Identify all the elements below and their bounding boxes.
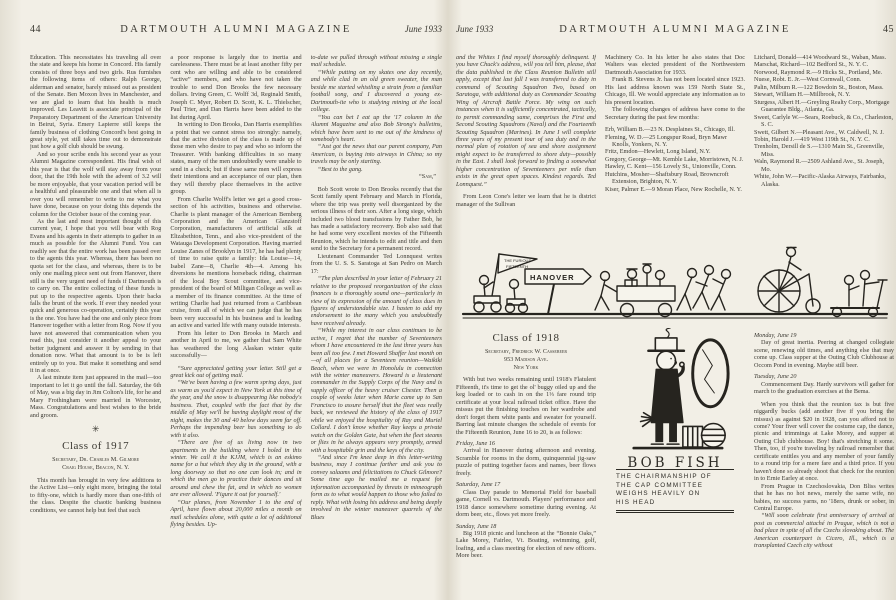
issue-date: June 1933 (404, 24, 442, 34)
paragraph: Sturgess, Albert H.—Greyling Realty Corp., Mortgage Guarantee Bldg., Atlanta, Ga. (754, 98, 890, 114)
paragraph: Machinery Co. In his letter he also states that Doc Walters was elected president of the Northwestern Dartmouth Association for 1933. (605, 54, 745, 76)
paragraph: “And since I'm knee deep in this letter-writing business, may I continue farther and ask you to convey salaams and felicitations to Chuck Gilmore? Some time ago he mailed me a request for information accompanied by threats in mimeograph form as to what would happen to those who failed to reply. What with losing his address and being deeply involved in the winter maneuver quarrels of the Blues (310, 454, 442, 521)
paragraph: A last minute item just appeared in the mail—too important to let it go until the fall. Saturday, the 6th of May, was a big day in Jim Colton's life, for he and Mary Frothingham were married in Worcester, Mass. Congratulations and best wishes to the bride and groom. (30, 374, 162, 419)
paragraph: Bob Scott wrote to Don Brooks recently that the Scott family spent February and March in Florida, where the trip was pretty well disorganized by the serious illness of their son. After a long siege, which included two blood transfusions by Father Bob, he has made a satisfactory recovery. Bob also said that he had some very excellent movies of the Fifteenth Reunion, which he intends to edit and title and then send to the Secretary for a permanent record. (310, 185, 442, 253)
page-44 (30, 24, 442, 592)
paragraph: THE CAP COMMITTEE (616, 481, 704, 489)
bob-fish-name: BOB FISH (616, 460, 734, 470)
paragraph: Sweet, Carlyle W.—Sears, Roebuck, & Co., Charleston, S. C. (754, 113, 894, 129)
paragraph: Stewart, William H.—Millbrook, N. Y. (754, 91, 851, 99)
page-header-left (30, 24, 442, 42)
reunion-parade-cartoon (456, 240, 894, 328)
hanover-sign-label: HANOVER (530, 273, 575, 282)
paragraph: Palin, Milburn R.—122 Bowdoin St., Boston, Mass. (754, 83, 884, 91)
paragraph: And so your scribe ends his second year as your Alumni Magazine correspondent. His final wish of this year is that the wolf will stay away from your door, that the 19th hole with the advent of 3.2 will be more enjoyable, that your vacation period will be a healthful and pleasurable one and that when all is over you will remember to write to me what you have done, because on your doing this depends the column for the October issue of the coming year. (30, 150, 162, 218)
paragraph: Monday, June 19 (754, 332, 797, 339)
paragraph: Litchard, Donald—414 Woodward St., Waban, Mass. (754, 54, 887, 61)
paragraph: Secretary, Dr. Charles M. Gilmore (52, 456, 140, 464)
page-number: 45 (883, 24, 894, 35)
paragraph: “Sure appreciated getting your letter. Still get a great kick out of getting mail. (170, 364, 302, 380)
paragraph: Waln, Raymond R.—2509 Ashland Ave., St. Joseph, Mo. (754, 158, 885, 173)
paragraph: “The plan described in your letter of February 21 relative to the proposed reorganization of the class finances is a thoroughly sound one—particularly in view of its expression of the amount of class dues in figures of understandable size. I hasten to add my endorsement to the many which you undoubtedly have received already. (310, 275, 442, 327)
paragraph: Tuesday, June 20 (754, 373, 797, 381)
bob-fish-drawing (616, 328, 734, 458)
bob-fish-caption-lines (616, 470, 734, 513)
paragraph: Day of great inertia. Peering at changed collegiate scene, renewing old times, and anything else that may come up. Class supper at the Outing Club Clubhouse at Occom Pond in evening. Maybe still beer. (754, 339, 894, 369)
paragraph: “Best to the gang. (317, 165, 363, 173)
paragraph: Nuese, Robt. E. Jr.—West Cornwall, Conn. (754, 76, 862, 84)
text-column-2 (170, 54, 301, 592)
paragraph: HIS HEAD (616, 498, 656, 506)
paragraph: Swett, Gilbert N.—Pleasant Ave., W. Caldwell, N. J. (754, 128, 884, 136)
paragraph: Arrival in Hanover during afternoon and evening. Scramble for rooms in the dorm, quinquennial jig-saw puzzle of putting together faces and names, beer flows freely. (456, 447, 596, 477)
paragraph: and the Whites I find myself thoroughly delinquent. If you have Chuck's address, will you tell him, please, that the data published in the Class Reunion Bulletin still apply, except that last fall I was transferred to duty in command of Scouting Squadron Two, based on Saratoga, with additional duty as Commander Scouting Wing of Aircraft Battle Force. My wing on such instances when it is sufficiently concentrated, tactically, to permit commanding same, comprises the First and Second Scouting Squadrons (Naval) and the Fourteenth Scouting Squadron (Marines). In June I will complete three years of my present tour of sea duty and in the normal plan of rotation of sea and shore assignment might expect to be transferred to shore duty—possibly in the East. I shall look forward to finding a somewhat higher concentration of Seventeeners per mile than exists in the great open spaces. Kindest regards. Ted Lonnquest.” (456, 54, 596, 188)
page-number: 44 (30, 24, 41, 35)
text-column-3 (754, 328, 894, 586)
paragraph: Lieutenant Commander Ted Lonnquest writes from the U. S. S. Saratoga at San Pedro on March 17: (310, 252, 442, 275)
paragraph: “Will soon celebrate first anniversary of arrival at post as commercial attaché in Prague, which is not a bad place in spite of all the Czechs slovaking about. The American counterpart is Cicero, Ill., which is a transplanted Czech city without (754, 512, 894, 550)
paragraph: 953 Madison Ave. (504, 355, 548, 363)
paragraph: “While putting on my skates one day recently, and while clad in an old green sweater, the man beside me started whistling a strain from a familiar football song, and I discovered a young ex-Dartmouth-ite who is studying mining at the local college. (310, 68, 442, 114)
paragraph: New York (513, 363, 539, 371)
paragraph: Secretary, Fredrick W. Cassebeer (484, 348, 568, 355)
paragraph: Hawley, C. Kent—156 Lovely St., Unionville, Conn. (605, 163, 737, 171)
paragraph: ✳ (91, 425, 100, 436)
text-column-3 (754, 54, 894, 240)
page-45 (456, 24, 894, 592)
paragraph: In writing to Don Brooks, Dan Harris exemplifies a point that we cannot stress too strongly: namely, that the active division of the class is made up of those men who desire to pay and who so inform the Treasurer. With banking difficulties in so many states, many of the men undoubtedly were unable to send in a check; but if these same men will express their intentions and an acceptance of our plan, then they will thereby place themselves in the active group. (170, 121, 302, 196)
paragraph: Gregory, George—Mt. Kemble Lake, Morristown, N. J. (605, 155, 744, 163)
paragraph: THE CHAIRMANSHIP OF (616, 473, 712, 481)
text-column-3 (311, 54, 442, 592)
paragraph: When you think that the reunion tax is but five niggardly bucks (add another five if you bring the missus) as against $20 in 1928, can you afford not to come? Your fiver will cover the costume cap, the dance, picnic and trimmings at Lake Morey, and supper at Outing Club clubhouse. Boy! that's stretching it some. Then, too, if you're traveling by railroad remember that certificate entitles you and any member of your family to a round trip for a mere fare and a third price. If you haven't done so already shoot that check for the reunion in to Ernie Earley at once. (754, 400, 894, 483)
paragraph: to-date we pulled through without missing a single mail schedule. (310, 54, 442, 69)
paragraph: a poor response is largely due to inertia and carelessness. There must be at least another fifty per cent who are willing and able to be considered “active” members, and who have not taken the trouble to send Don Brooks the few necessary dollars. Irving Green, C. Wolff 3d, Reginald Smith, Joseph C. Myer, Robert D. Scott, K. L. Thielscher, Paul Trier, and Dan Harris have been added to the list during April. (170, 54, 302, 121)
text-column-1 (456, 54, 596, 240)
text-column-1 (456, 328, 596, 586)
section-heading: Class of 1917 (62, 440, 130, 453)
paragraph: Fleming, W. D.—25 Longspur Road, Bryn Mawr Knolls, Yonkers, N. Y. (605, 133, 728, 148)
paragraph: Commencement Day. Hardy survivors will gather for march to the graduation exercises at the Bema. (754, 380, 894, 396)
magazine-title: DARTMOUTH ALUMNI MAGAZINE (559, 24, 791, 35)
paragraph: Big 1918 picnic and luncheon at the “Bonnie Oaks,” Lake Morey, Fairlee, Vt. Boating, swimming, golf, loafing, and a class meeting for election of new officers. More beer. (456, 530, 596, 560)
paragraph: “You can bet I eat up the '17 column in the Alumni Magazine and also Bob Strong's bulletins, which have been sent to me out of the kindness of somebody's heart. (310, 113, 442, 143)
paragraph: “While my interest in our class continues to be active, I regret that the number of Seventeeners whom I have encountered in the last three years has been all too few. I met Howard Shaffer last month on—of all places for a Seventeen reunion—Waikiki Beach, when we were in Honolulu in connection with the winter maneuvers. Howard is a lieutenant commander in the Supply Corps of the Navy and is supply officer of the heavy cruiser Chester. Then a couple of weeks later when Marie came up to San Francisco to assure herself that the fleet was really back, we reviewed the history of the class of 1917 while we enjoyed the hospitality of Ray and Muriel Collard. I don't know whether Ray keeps a private watch on the Golden Gate, but when the fleet steams or flies in he always appears very promptly, armed with a hospitable grin and the keys of the city. (310, 327, 442, 454)
paragraph: Frank B. Stevens Jr. has not been located since 1923. His last address known was 159 North State St., Chicago, Ill. We would appreciate any information as to his present location. (605, 76, 745, 106)
issue-date: June 1933 (456, 24, 494, 34)
bob-fish-caption (616, 455, 734, 513)
flag-pole-icon (492, 254, 499, 296)
paragraph: Kiser, Palmer E.—9 Moran Place, New Rochelle, N. Y. (605, 185, 742, 193)
paragraph: Norwood, Raymond R.—9 Hicks St., Portland, Me. (754, 68, 883, 76)
paragraph: White, John W.—Pacific-Alaska Airways, Fairbanks, Alaska. (754, 173, 886, 188)
paragraph: Fritz, Emdon—Hewlett, Long Island, N.Y. (605, 148, 711, 156)
paragraph: Craig House, Beacon, N. Y. (62, 464, 130, 471)
paragraph: Education. This necessitates his traveling all over the state and keeps his home in Concord. His family consists of three boys and two girls. Rus furnishes the following items of others: Ralph George, alderman and senator, barely missed out as president of the Senate. Ben Moxon lives in Manchester, and we are glad to learn that his health is much improved. Les Leavitt is associate principal of the Preparatory Department of the American University in Beirut, Syria. Emery Lapierre still keeps the family business of clothing Concord's best going in great style, yet still takes time out to demonstrate just how a golf club should be swung. (30, 54, 162, 151)
paragraph: From Prague in Czechoslovakia, Don Bliss writes that he has no hot news, merely the same wife, no babies, no success yarns, no '18ers, drunk or sober, in Central Europe. (754, 482, 894, 512)
paragraph: “Just got the news that our parent company, Pan American, is buying into airways in China; so my travels may be only starting. (310, 143, 442, 166)
text-column-2 (605, 54, 745, 240)
svg-text:FIFTEENTH: FIFTEENTH (506, 264, 528, 269)
paragraph: “We've been having a few warm spring days, just as warm as you'd expect in New York at this time of the year, and the snow is disappearing like nobody's business. That, coupled with the fact that by the middle of May we'll be having daylight most of the night, makes the 30 and 40 below days seem far off. Perhaps the impending beer has something to do with it also. (170, 379, 302, 439)
paragraph: This month has brought in very few additions to the Active List—only eight more, bringing the total to fifty-one, which is hardly more than one-fifth of the class. Despite the chaotic banking business conditions, we cannot help but feel that such (30, 476, 162, 514)
paragraph: With but two weeks remaining until 1918's Flatulent Fifteenth, it's time to get the ol' buggy oiled up and the keg loaded or to cash in on the 1⅓ fare round trip certificate at your local railroad ticket office. Have the missus put the finishing touches on her wardrobe and don't forget them white pants and sweater for yourself. Barring last minute changes the schedule of events for the Fifteenth Reunion, June 16 to 20, is as follows: (456, 376, 596, 436)
paragraph: Marschat, Richard—102 Bedford St., N. Y. C. (754, 61, 869, 69)
paragraph: The following changes of address have come to the Secretary during the past few months: (605, 106, 745, 121)
paragraph: Class Day parade to Memorial Field for baseball game, Cornell vs. Dartmouth. Players' performance and 1918 dance somewhere sometime during evening. At dorm beer, etc., flows yet more freely. (456, 488, 596, 519)
paragraph: Friday, June 16 (456, 440, 496, 448)
paragraph: From his letter to Don Brooks in March and another in April to me, we gather that Sam White has weathered the long Alaskan winter quite successfully— (170, 329, 302, 360)
page-header-right (456, 24, 894, 42)
paragraph: From Charlie Wolff's letter we get a good cross-section of his activities, business and otherwise. Charlie is plant manager of the American Bemberg Corporation and the American Glanzstoff Corporation, manufacturers of artificial silk at Elizabethton, Tenn., and also vice-president of the Watauga Development Corporation. Having married Louise Zanes of Brooklyn in 1917, he has had plenty of time to raise quite a family: Ida Louise—14, Isabel Zane—8, Charlie 4th—4. Among his diversions he mentions horseback riding, chairman of the local Boy Scout committee, and vice-president of the board of Milligan College as well as a member of its finance committee. At the time of writing Charlie had just returned from a Caribbean cruise, from all of which we can judge that he has been very successful in his business and is leading an active and varied life with many outside interests. (170, 195, 302, 330)
text-column-1 (30, 54, 161, 592)
paragraph: Trenholm, Dersill de S.—1310 Main St., Greenville, Miss. (754, 143, 885, 158)
paragraph: “Our planes, from November 1 to the end of April, have flown about 20,000 miles a month on mail schedules alone, with quite a lot of additional flying besides. Up- (170, 498, 302, 529)
paragraph: Sunday, June 18 (456, 522, 497, 530)
paragraph: Erb, William B.—23 N. Desplaines St., Chicago, Ill. (605, 126, 735, 134)
paragraph: Hutchins, Mosher—Shaftsbury Road, Browncroft Extension, Brighton, N. Y. (605, 170, 729, 186)
paragraph: WEIGHS HEAVILY ON (616, 490, 701, 498)
bob-fish-cartoon (605, 328, 745, 586)
parade-flag-label: THE FURIOUS (504, 258, 532, 263)
paragraph: From Leon Cone's letter we learn that he is district manager of the Sullivan (456, 193, 596, 208)
paragraph: As the last and most important thought of this current year, I hope that you will bear with Rog Evans and his agents in their attempts to gather in as much as possible for the Alumni Fund. You can readily see that the entire work has been passed over to the agents this year. Whereas, there has been no quota set for the class, and whereas, there is to be only one mailing piece sent out from Hanover, there still is the very urgent need of funds if Dartmouth is to carry on. The entire collecting of these funds is put up to the respective agents. Upon their backs falls the brunt of the work. If ever they needed your quick and generous co-operation, certainly this year is the one. You have had the one and only piece from Hanover together with a letter from Rog. Now if you have not answered that communication when you read this, just consider it another appeal to your better judgment and answer it by sending in that donation now. What that amount is to be is left entirely up to you. But make it something and send it in at once. (30, 217, 162, 375)
paragraph: Saturday, June 17 (456, 481, 501, 489)
paragraph: “Sam,” (419, 173, 436, 181)
magazine-title: DARTMOUTH ALUMNI MAGAZINE (120, 24, 352, 35)
paragraph: Tobin, Harold J.—419 West 119th St., N. Y. C. (754, 135, 870, 143)
paragraph: “There are five of us living now in two apartments in the building where I holed in this winter. We call it the KJJM, which is an eskimo name for a hut which they dig in the ground, with a long doorway so that no one can look in; and in which the men go to practice their dances and sit around and chew the fat, and in which no women are ever allowed. 'Figure it out for yourself.' (170, 439, 302, 499)
section-heading: Class of 1918 (492, 332, 560, 344)
